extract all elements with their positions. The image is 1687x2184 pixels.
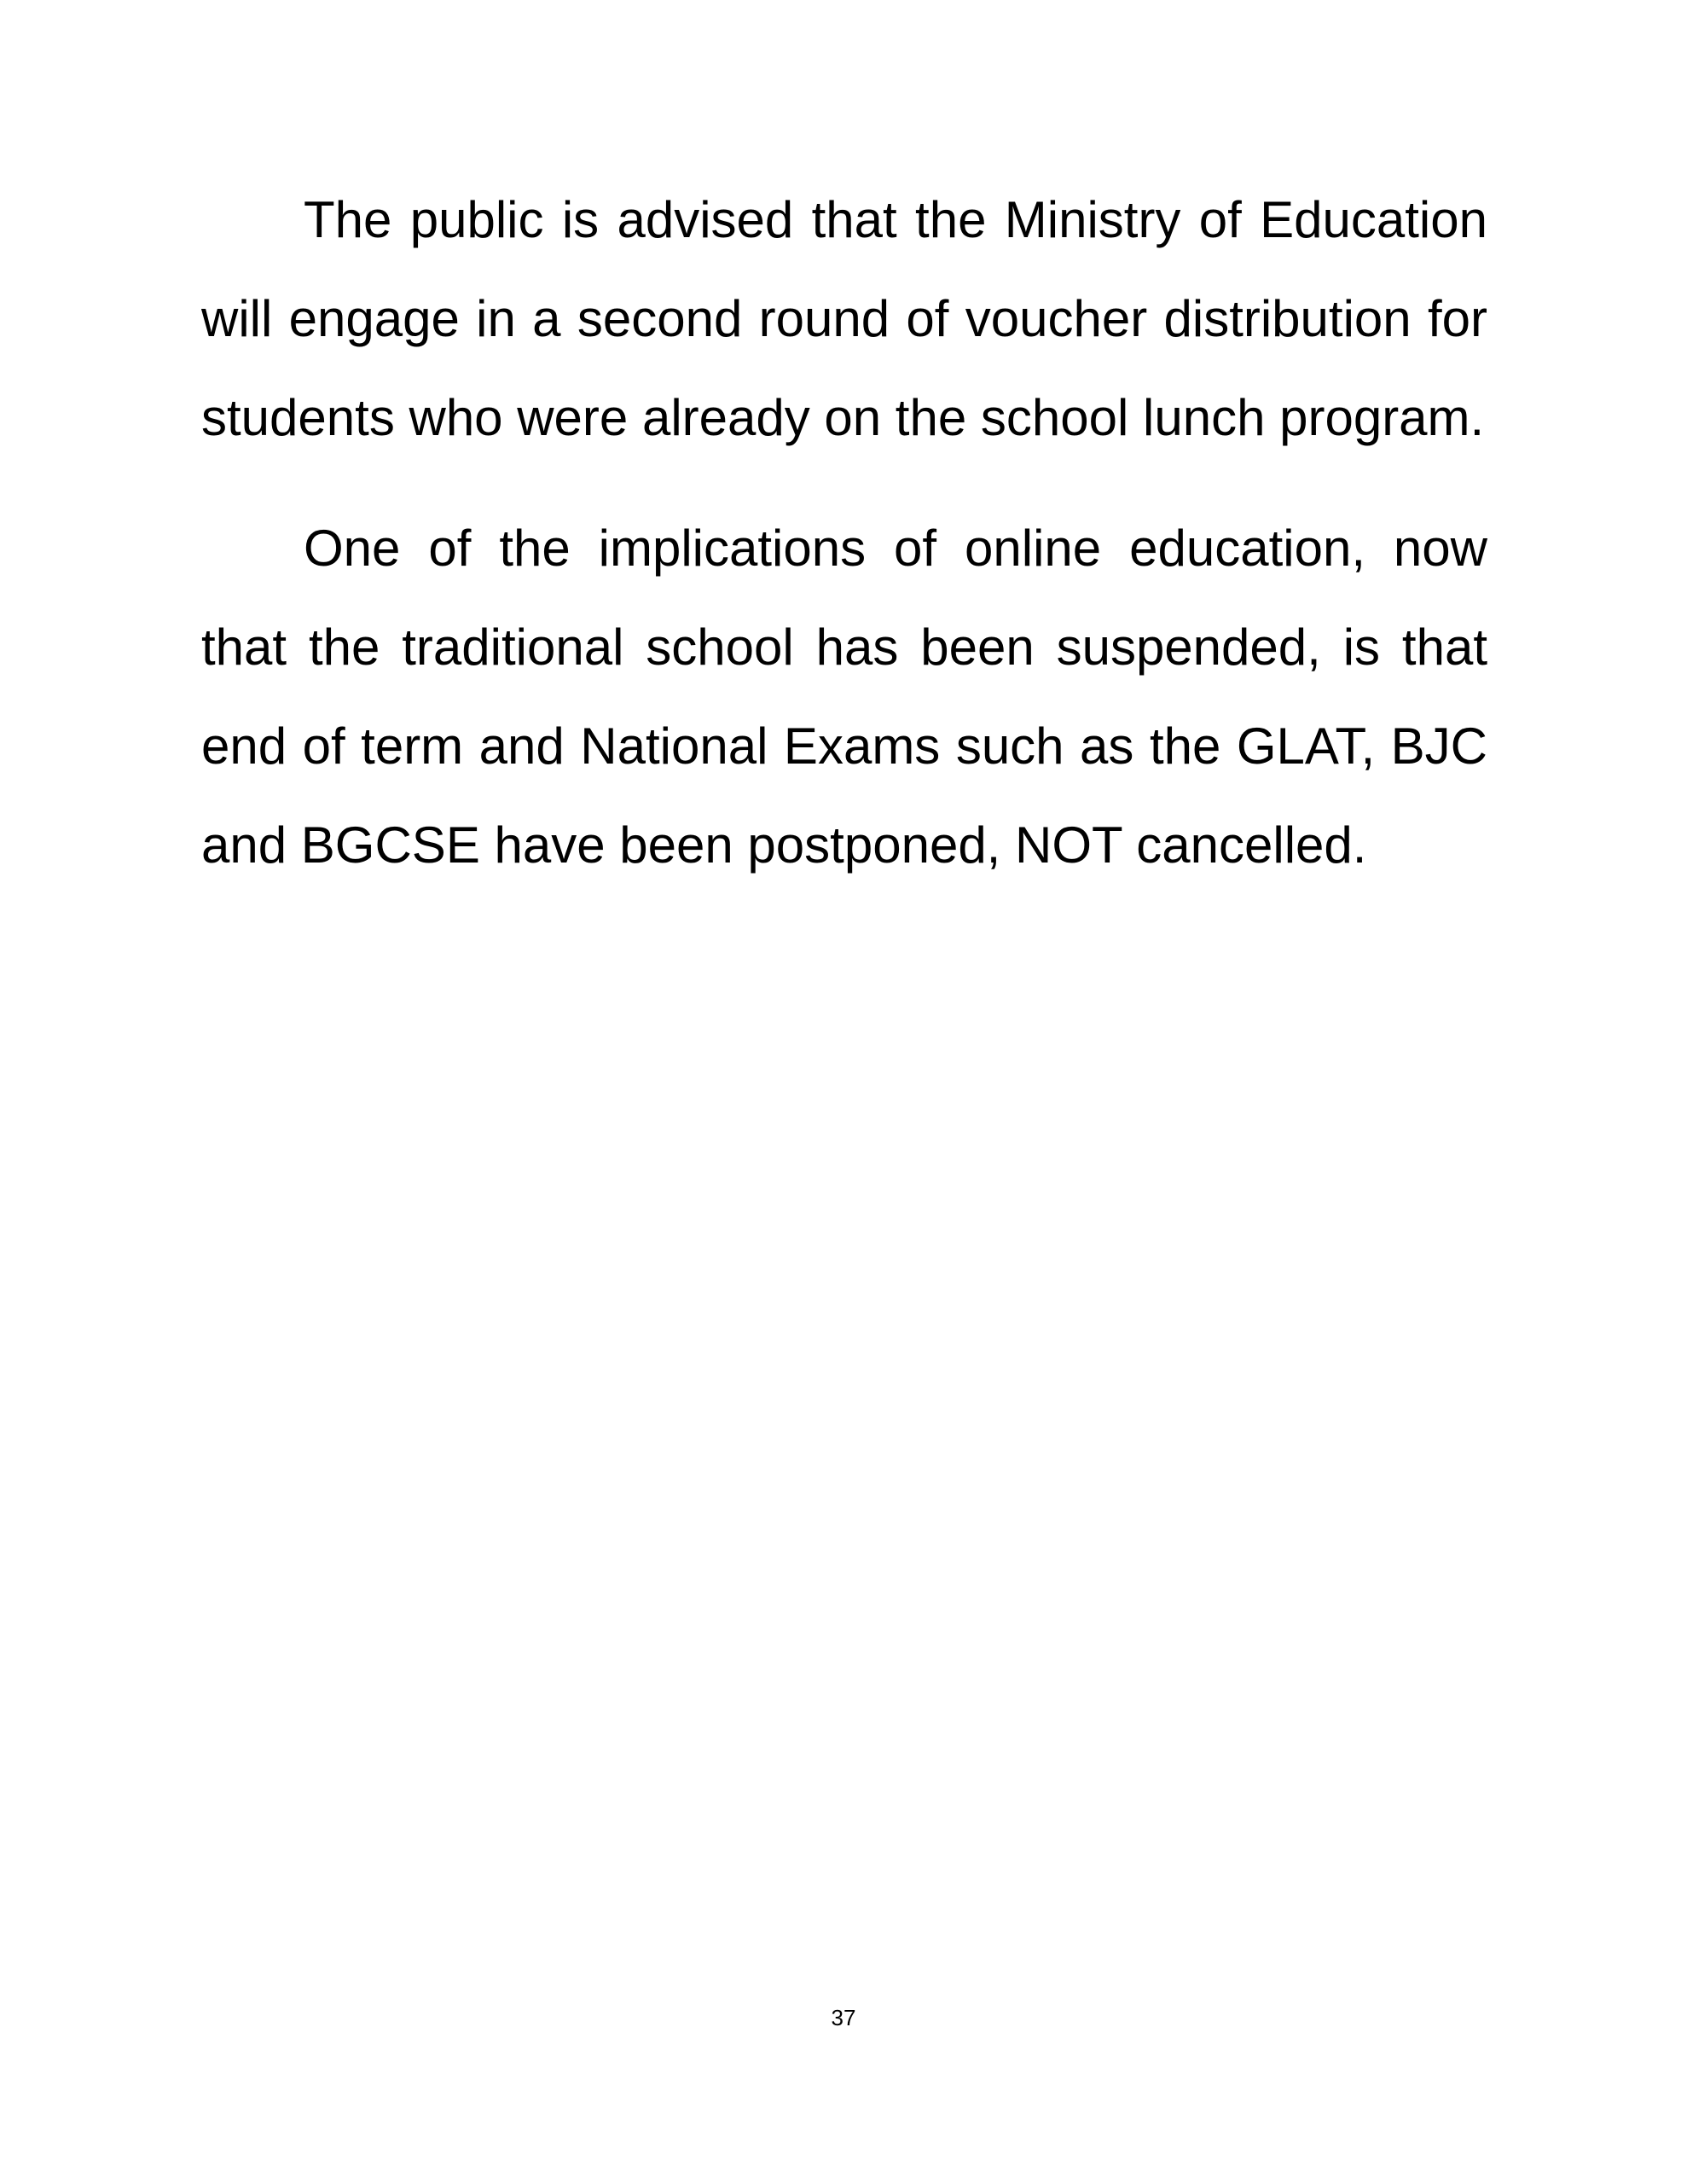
page-number: 37 [831,2005,856,2030]
paragraph-exams-postponed: One of the implications of online education, now that the traditional school has been suspended, is that end of term and National Exams such as the GLAT, BJC and BGCSE have been postponed, NOT cancelled. [201,520,1487,874]
document-body [201,171,1487,895]
paragraph-voucher-distribution: The public is advised that the Ministry of Education will engage in a second round of voucher distribution for students who were already on the school lunch program. [201,191,1487,446]
